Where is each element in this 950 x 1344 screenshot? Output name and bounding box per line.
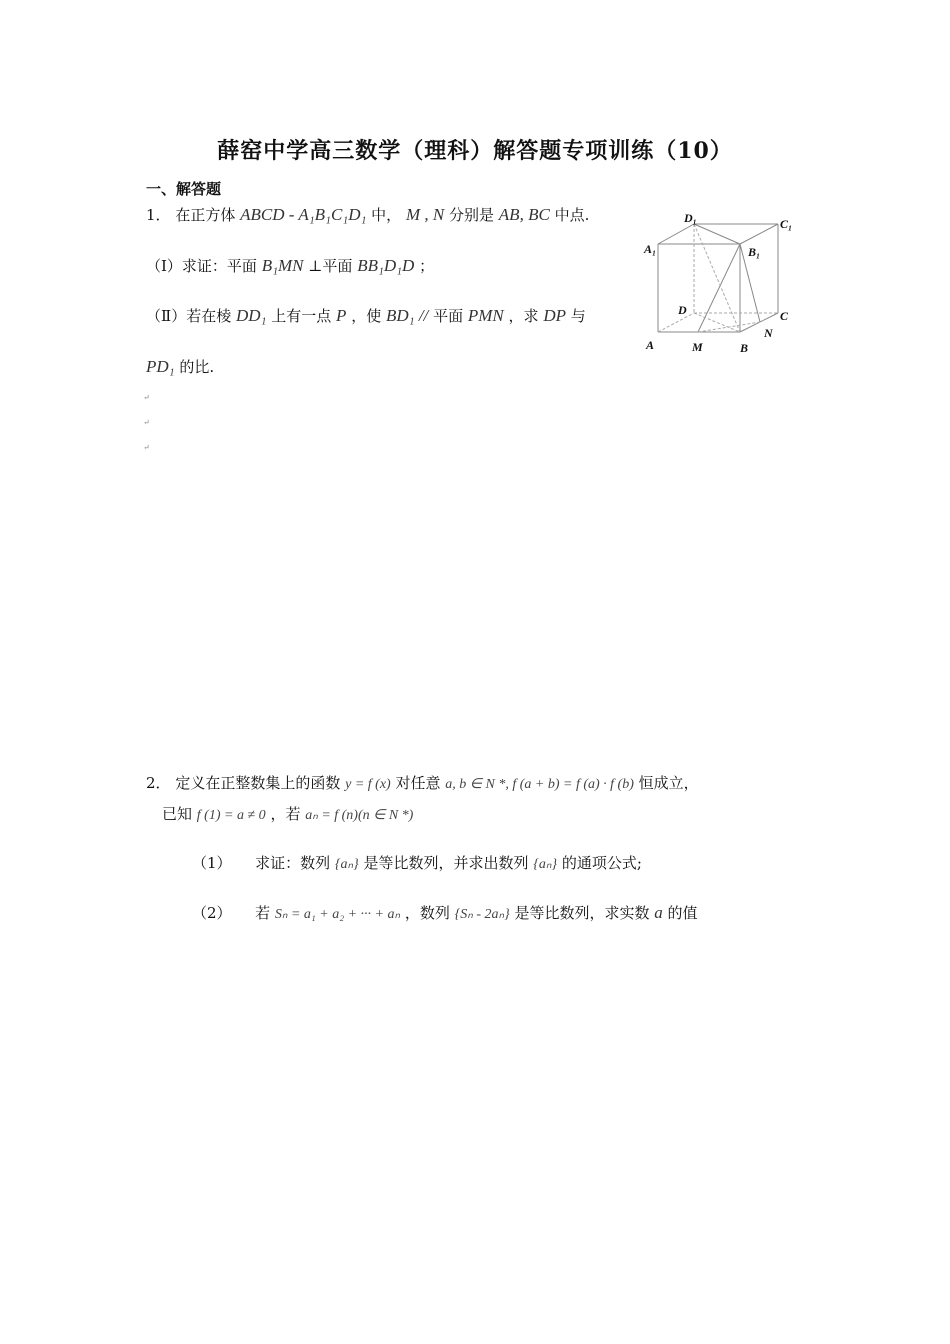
math-ab-condition: a, b ∈ N *, f (a + b) = f (a) · f (b) — [445, 777, 634, 792]
label-c: C — [780, 309, 789, 323]
math-pd1: PD₁ — [146, 357, 175, 376]
edge-a1d1 — [658, 224, 694, 244]
label-a: A — [646, 338, 655, 352]
label-d: D — [678, 303, 687, 317]
label-b1: B₁ — [748, 245, 761, 259]
q2-sub-number: （1） — [192, 854, 232, 872]
line-b1m — [698, 244, 740, 332]
q1-part2 — [146, 305, 586, 327]
q1-text: 中点. — [554, 206, 590, 224]
q1-text: 与 — [570, 307, 586, 325]
q2-text: 恒成立， — [638, 774, 699, 792]
math-mn: M , N — [405, 205, 445, 224]
q2-text: 求证：数列 — [255, 854, 331, 872]
math-seq-sn: {Sₙ - 2aₙ} — [454, 907, 510, 922]
q1-text: 分别是 — [449, 206, 495, 224]
q1-text: 在正方体 — [175, 206, 236, 224]
label-m: M — [692, 340, 703, 354]
label-a1: A₁ — [644, 242, 657, 256]
math-seq-an: {aₙ} — [334, 857, 359, 872]
q2-number: 2． — [146, 774, 171, 792]
math-dp: DP — [543, 306, 566, 325]
q2-sub-number: （2） — [192, 904, 232, 922]
q2-text: ，数列 — [404, 904, 450, 922]
label-n: N — [764, 326, 773, 340]
q2-line2 — [162, 803, 413, 827]
math-seq-an: {aₙ} — [533, 857, 558, 872]
q1-text: ⊥平面 — [308, 257, 353, 275]
math-cube: ABCD - A₁B₁C₁D₁ — [240, 205, 367, 224]
q2-text: 是等比数列，求实数 — [514, 904, 650, 922]
q1-text: 平面 — [433, 307, 464, 325]
math-bd1: BD₁ // — [386, 306, 429, 325]
q1-number: 1． — [146, 206, 171, 224]
paragraph-mark: ↵ — [143, 418, 150, 427]
math-an: aₙ = f (n)(n ∈ N *) — [305, 808, 414, 823]
math-f1: f (1) = a ≠ 0 — [196, 808, 266, 823]
label-b: B — [740, 341, 749, 355]
math-a: a — [654, 903, 663, 922]
q2-text: 已知 — [162, 805, 193, 823]
page-title: 薛窑中学高三数学（理科）解答题专项训练（10） — [217, 138, 733, 164]
q2-text: 对任意 — [395, 774, 441, 792]
q1-text: （Ⅱ）若在棱 — [146, 307, 232, 325]
q1-text: 上有一点 — [271, 307, 332, 325]
line-d1b1 — [694, 224, 740, 244]
q1-part2-end — [146, 356, 214, 378]
q1-text: ，求 — [508, 307, 539, 325]
edge-ad-hidden — [658, 313, 694, 332]
math-sn: Sₙ = a₁ + a₂ + ··· + aₙ — [274, 907, 401, 922]
q1-part1 — [146, 255, 434, 277]
math-pmn: PMN — [467, 306, 504, 325]
q2-line1 — [146, 772, 699, 796]
q2-sub2 — [192, 902, 698, 926]
paragraph-mark: ↵ — [143, 443, 150, 452]
q2-text: 是等比数列，并求出数列 — [363, 854, 529, 872]
q2-text: 的通项公式; — [561, 854, 642, 872]
math-ab-bc: AB, BC — [498, 205, 550, 224]
math-p: P — [336, 306, 347, 325]
q1-text: 中， — [371, 206, 402, 224]
math-yfx: y = f (x) — [345, 777, 391, 792]
line-db-hidden — [694, 313, 740, 332]
label-d1: D₁ — [684, 211, 697, 225]
q1-text: ； — [419, 257, 435, 275]
q1-intro — [146, 204, 589, 226]
label-c1: C₁ — [780, 217, 793, 231]
section-heading: 一、解答题 — [146, 180, 222, 198]
paragraph-mark: ↵ — [143, 393, 150, 402]
cube-figure — [640, 206, 800, 356]
math-bb1d1d: BB₁D₁D — [357, 256, 415, 275]
q1-text: ，使 — [351, 307, 382, 325]
q2-text: ，若 — [270, 805, 301, 823]
edge-b1c1 — [740, 224, 778, 244]
q2-text: 定义在正整数集上的函数 — [175, 774, 341, 792]
q1-text: 的比. — [179, 358, 215, 376]
math-dd1: DD₁ — [235, 306, 267, 325]
q2-text: 的值 — [667, 904, 698, 922]
q1-text: （Ⅰ）求证：平面 — [146, 257, 257, 275]
math-b1mn: B₁MN — [261, 256, 304, 275]
q2-sub1 — [192, 852, 642, 876]
q2-text: 若 — [255, 904, 271, 922]
